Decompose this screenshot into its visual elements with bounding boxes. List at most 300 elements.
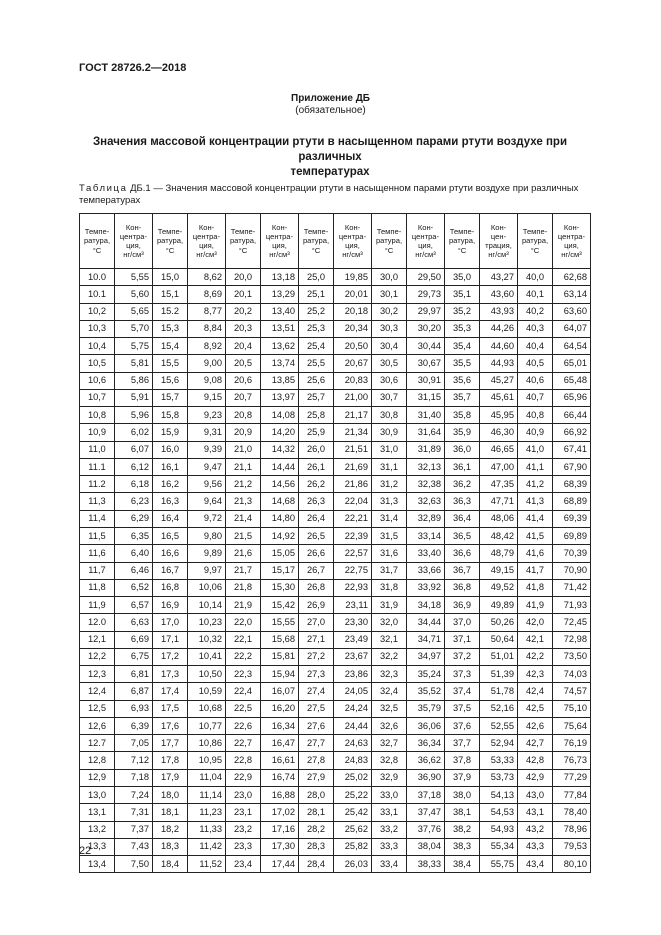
concentration-cell: 29,50: [407, 269, 445, 286]
concentration-cell: 44,26: [480, 320, 518, 337]
table-row: [80, 493, 591, 510]
temperature-cell: 36,7: [445, 562, 480, 579]
header-concentration: [407, 214, 445, 269]
concentration-cell: 55,75: [480, 856, 518, 873]
concentration-cell: 78,96: [553, 821, 591, 838]
header-temperature-line: °С: [457, 245, 467, 255]
appendix-title: Приложение ДБ: [291, 93, 370, 104]
concentration-cell: 34,97: [407, 648, 445, 665]
concentration-cell: 13,85: [261, 372, 299, 389]
concentration-cell: 6,46: [115, 562, 153, 579]
concentration-cell: 5,70: [115, 320, 153, 337]
temperature-cell: 22,3: [226, 666, 261, 683]
table-row: [80, 700, 591, 717]
temperature-cell: 36,3: [445, 493, 480, 510]
table-row: [80, 407, 591, 424]
temperature-cell: 16,1: [153, 458, 188, 475]
temperature-cell: 32,6: [372, 717, 407, 734]
concentration-cell: 9,23: [188, 407, 226, 424]
concentration-cell: 16,88: [261, 786, 299, 803]
temperature-cell: 25,7: [299, 389, 334, 406]
concentration-cell: 77,84: [553, 786, 591, 803]
temperature-cell: 17,4: [153, 683, 188, 700]
concentration-cell: 29,73: [407, 286, 445, 303]
table-row: [80, 838, 591, 855]
header-temperature: [372, 214, 407, 269]
document-title: [90, 135, 570, 180]
temperature-cell: 11,7: [80, 562, 115, 579]
temperature-cell: 16,2: [153, 476, 188, 493]
concentration-cell: 23,30: [334, 614, 372, 631]
temperature-cell: 27,6: [299, 717, 334, 734]
temperature-cell: 41,5: [518, 527, 553, 544]
temperature-cell: 35,6: [445, 372, 480, 389]
concentration-cell: 22,75: [334, 562, 372, 579]
temperature-cell: 32,1: [372, 631, 407, 648]
temperature-cell: 10,8: [80, 407, 115, 424]
temperature-cell: 12,4: [80, 683, 115, 700]
concentration-cell: 32,63: [407, 493, 445, 510]
concentration-cell: 68,89: [553, 493, 591, 510]
concentration-cell: 10,14: [188, 597, 226, 614]
concentration-cell: 70,39: [553, 545, 591, 562]
temperature-cell: 30,8: [372, 407, 407, 424]
concentration-cell: 37,18: [407, 786, 445, 803]
temperature-cell: 17,6: [153, 717, 188, 734]
concentration-cell: 31,89: [407, 441, 445, 458]
concentration-cell: 17,16: [261, 821, 299, 838]
concentration-cell: 9,72: [188, 510, 226, 527]
header-temperature: [226, 214, 261, 269]
temperature-cell: 31,0: [372, 441, 407, 458]
concentration-cell: 51,39: [480, 666, 518, 683]
concentration-cell: 36,62: [407, 752, 445, 769]
table-row: [80, 303, 591, 320]
temperature-cell: 27,1: [299, 631, 334, 648]
concentration-cell: 48,79: [480, 545, 518, 562]
concentration-cell: 63,14: [553, 286, 591, 303]
temperature-cell: 36,2: [445, 476, 480, 493]
temperature-cell: 21,9: [226, 597, 261, 614]
concentration-cell: 43,93: [480, 303, 518, 320]
concentration-cell: 67,41: [553, 441, 591, 458]
concentration-cell: 22,93: [334, 579, 372, 596]
temperature-cell: 12,1: [80, 631, 115, 648]
temperature-cell: 41,8: [518, 579, 553, 596]
table-row: [80, 856, 591, 873]
concentration-cell: 14,80: [261, 510, 299, 527]
header-concentration-line: Кон-: [490, 222, 507, 232]
concentration-cell: 16,20: [261, 700, 299, 717]
concentration-cell: 45,61: [480, 389, 518, 406]
temperature-cell: 37,3: [445, 666, 480, 683]
header-temperature: [153, 214, 188, 269]
concentration-cell: 71,93: [553, 597, 591, 614]
concentration-cell: 66,92: [553, 424, 591, 441]
concentration-cell: 19,85: [334, 269, 372, 286]
temperature-cell: 31,8: [372, 579, 407, 596]
header-concentration-line: ция,: [272, 241, 287, 250]
concentration-cell: 6,75: [115, 648, 153, 665]
temperature-cell: 13,2: [80, 821, 115, 838]
concentration-cell: 9,39: [188, 441, 226, 458]
concentration-cell: 11,14: [188, 786, 226, 803]
temperature-cell: 11,0: [80, 441, 115, 458]
header-concentration-line: нг/см³: [488, 250, 509, 260]
concentration-cell: 5,55: [115, 269, 153, 286]
concentration-cell: 65,48: [553, 372, 591, 389]
concentration-cell: 5,96: [115, 407, 153, 424]
table-row: [80, 666, 591, 683]
header-concentration-line: нг/см³: [561, 250, 582, 260]
temperature-cell: 30,7: [372, 389, 407, 406]
temperature-cell: 15,8: [153, 407, 188, 424]
temperature-cell: 32,5: [372, 700, 407, 717]
concentration-cell: 24,63: [334, 735, 372, 752]
concentration-cell: 9,97: [188, 562, 226, 579]
concentration-cell: 6,29: [115, 510, 153, 527]
temperature-cell: 20,2: [226, 303, 261, 320]
temperature-cell: 31,5: [372, 527, 407, 544]
temperature-cell: 26,9: [299, 597, 334, 614]
concentration-cell: 9,80: [188, 527, 226, 544]
temperature-cell: 41,0: [518, 441, 553, 458]
concentration-cell: 6,93: [115, 700, 153, 717]
concentration-cell: 11,04: [188, 769, 226, 786]
temperature-cell: 25,4: [299, 338, 334, 355]
temperature-cell: 40,2: [518, 303, 553, 320]
temperature-cell: 28,1: [299, 804, 334, 821]
concentration-cell: 45,95: [480, 407, 518, 424]
temperature-cell: 21,6: [226, 545, 261, 562]
temperature-cell: 43,1: [518, 804, 553, 821]
temperature-cell: 10,6: [80, 372, 115, 389]
concentration-cell: 16,61: [261, 752, 299, 769]
temperature-cell: 23,3: [226, 838, 261, 855]
temperature-cell: 30,0: [372, 269, 407, 286]
temperature-cell: 42,1: [518, 631, 553, 648]
concentration-cell: 6,40: [115, 545, 153, 562]
concentration-cell: 6,81: [115, 666, 153, 683]
table-row: [80, 735, 591, 752]
temperature-cell: 32,9: [372, 769, 407, 786]
header-temperature: [299, 214, 334, 269]
table-row: [80, 717, 591, 734]
temperature-cell: 26,4: [299, 510, 334, 527]
temperature-cell: 22,8: [226, 752, 261, 769]
concentration-cell: 6,63: [115, 614, 153, 631]
header-concentration: [480, 214, 518, 269]
temperature-cell: 25,2: [299, 303, 334, 320]
temperature-cell: 30,6: [372, 372, 407, 389]
concentration-cell: 33,66: [407, 562, 445, 579]
temperature-cell: 18,1: [153, 804, 188, 821]
header-temperature-line: Темпе-: [230, 227, 256, 237]
temperature-cell: 12,6: [80, 717, 115, 734]
temperature-cell: 40,8: [518, 407, 553, 424]
concentration-cell: 9,08: [188, 372, 226, 389]
temperature-cell: 22,6: [226, 717, 261, 734]
concentration-cell: 31,15: [407, 389, 445, 406]
temperature-cell: 11,9: [80, 597, 115, 614]
concentration-cell: 6,87: [115, 683, 153, 700]
temperature-cell: 20,9: [226, 424, 261, 441]
temperature-cell: 16,8: [153, 579, 188, 596]
temperature-cell: 26,3: [299, 493, 334, 510]
concentration-cell: 6,35: [115, 527, 153, 544]
temperature-cell: 12,3: [80, 666, 115, 683]
concentration-cell: 54,53: [480, 804, 518, 821]
concentration-cell: 6,39: [115, 717, 153, 734]
temperature-cell: 41,4: [518, 510, 553, 527]
temperature-cell: 10,7: [80, 389, 115, 406]
temperature-cell: 27,5: [299, 700, 334, 717]
temperature-cell: 35,0: [445, 269, 480, 286]
table-row: [80, 441, 591, 458]
concentration-cell: 11,33: [188, 821, 226, 838]
temperature-cell: 33,3: [372, 838, 407, 855]
concentration-cell: 5,86: [115, 372, 153, 389]
document-title-line-2: температурах: [290, 166, 370, 178]
header-temperature-line: ратура,: [521, 236, 549, 246]
temperature-cell: 30,3: [372, 320, 407, 337]
temperature-cell: 35,3: [445, 320, 480, 337]
concentration-cell: 48,42: [480, 527, 518, 544]
concentration-cell: 45,27: [480, 372, 518, 389]
temperature-cell: 15,7: [153, 389, 188, 406]
concentration-cell: 47,35: [480, 476, 518, 493]
header-concentration-line: Кон-: [417, 222, 434, 232]
concentration-cell: 50,64: [480, 631, 518, 648]
concentration-cell: 16,74: [261, 769, 299, 786]
temperature-cell: 32,0: [372, 614, 407, 631]
concentration-cell: 6,02: [115, 424, 153, 441]
temperature-cell: 40,4: [518, 338, 553, 355]
temperature-cell: 18,3: [153, 838, 188, 855]
temperature-cell: 31,6: [372, 545, 407, 562]
temperature-cell: 10,4: [80, 338, 115, 355]
table-row: [80, 424, 591, 441]
concentration-cell: 54,13: [480, 786, 518, 803]
concentration-cell: 10,41: [188, 648, 226, 665]
temperature-cell: 35,5: [445, 355, 480, 372]
temperature-cell: 25,1: [299, 286, 334, 303]
temperature-cell: 13,4: [80, 856, 115, 873]
concentration-cell: 67,90: [553, 458, 591, 475]
temperature-cell: 42,7: [518, 735, 553, 752]
temperature-cell: 10,9: [80, 424, 115, 441]
table-row: [80, 804, 591, 821]
temperature-cell: 16,9: [153, 597, 188, 614]
temperature-cell: 32,8: [372, 752, 407, 769]
temperature-cell: 33,1: [372, 804, 407, 821]
temperature-cell: 41,7: [518, 562, 553, 579]
concentration-cell: 62,68: [553, 269, 591, 286]
temperature-cell: 10,3: [80, 320, 115, 337]
concentration-cell: 13,62: [261, 338, 299, 355]
temperature-cell: 23,4: [226, 856, 261, 873]
concentration-cell: 66,44: [553, 407, 591, 424]
header-concentration: [334, 214, 372, 269]
concentration-cell: 36,06: [407, 717, 445, 734]
concentration-cell: 13,18: [261, 269, 299, 286]
concentration-cell: 64,07: [553, 320, 591, 337]
temperature-cell: 12,8: [80, 752, 115, 769]
concentration-cell: 21,86: [334, 476, 372, 493]
temperature-cell: 27,2: [299, 648, 334, 665]
concentration-cell: 80,10: [553, 856, 591, 873]
temperature-cell: 11.2: [80, 476, 115, 493]
temperature-cell: 10.0: [80, 269, 115, 286]
table-row: [80, 614, 591, 631]
temperature-cell: 35,1: [445, 286, 480, 303]
table-row: [80, 338, 591, 355]
concentration-cell: 24,44: [334, 717, 372, 734]
table-row: [80, 510, 591, 527]
temperature-cell: 26,5: [299, 527, 334, 544]
concentration-cell: 38,04: [407, 838, 445, 855]
temperature-cell: 27,8: [299, 752, 334, 769]
concentration-cell: 44,60: [480, 338, 518, 355]
concentration-cell: 7,12: [115, 752, 153, 769]
concentration-cell: 25,02: [334, 769, 372, 786]
table-row: [80, 372, 591, 389]
concentration-cell: 15,17: [261, 562, 299, 579]
concentration-cell: 6,52: [115, 579, 153, 596]
table-row: [80, 597, 591, 614]
concentration-cell: 7,37: [115, 821, 153, 838]
header-temperature-line: °С: [384, 245, 394, 255]
concentration-cell: 51,01: [480, 648, 518, 665]
temperature-cell: 42,2: [518, 648, 553, 665]
header-temperature-line: ратура,: [448, 236, 476, 246]
header-concentration-line: ция,: [199, 241, 214, 250]
concentration-cell: 10,59: [188, 683, 226, 700]
temperature-cell: 40,3: [518, 320, 553, 337]
concentration-cell: 7,18: [115, 769, 153, 786]
table-row: [80, 821, 591, 838]
temperature-cell: 27,9: [299, 769, 334, 786]
concentration-cell: 55,34: [480, 838, 518, 855]
concentration-cell: 24,24: [334, 700, 372, 717]
concentration-cell: 16,47: [261, 735, 299, 752]
temperature-cell: 35,8: [445, 407, 480, 424]
temperature-cell: 42,0: [518, 614, 553, 631]
table-header-row: [80, 214, 591, 269]
concentration-cell: 15,42: [261, 597, 299, 614]
concentration-cell: 10,50: [188, 666, 226, 683]
temperature-cell: 40,5: [518, 355, 553, 372]
concentration-cell: 22,04: [334, 493, 372, 510]
temperature-cell: 12,9: [80, 769, 115, 786]
temperature-cell: 31,3: [372, 493, 407, 510]
header-concentration-line: нг/см³: [269, 250, 290, 260]
temperature-cell: 33,4: [372, 856, 407, 873]
concentration-cell: 8,69: [188, 286, 226, 303]
temperature-cell: 35,9: [445, 424, 480, 441]
concentration-cell: 9,89: [188, 545, 226, 562]
temperature-cell: 15,9: [153, 424, 188, 441]
temperature-cell: 22,2: [226, 648, 261, 665]
table-row: [80, 786, 591, 803]
temperature-cell: 10,5: [80, 355, 115, 372]
concentration-cell: 8,84: [188, 320, 226, 337]
temperature-cell: 36,8: [445, 579, 480, 596]
temperature-cell: 37,2: [445, 648, 480, 665]
concentration-cell: 11,52: [188, 856, 226, 873]
concentration-cell: 33,92: [407, 579, 445, 596]
concentration-cell: 35,79: [407, 700, 445, 717]
concentration-cell: 35,52: [407, 683, 445, 700]
header-temperature-line: Темпе-: [84, 227, 110, 237]
temperature-cell: 16,6: [153, 545, 188, 562]
header-concentration-line: ция,: [345, 241, 360, 250]
concentration-cell: 46,65: [480, 441, 518, 458]
concentration-cell: 72,45: [553, 614, 591, 631]
concentration-cell: 73,50: [553, 648, 591, 665]
temperature-cell: 16,0: [153, 441, 188, 458]
concentration-cell: 15,81: [261, 648, 299, 665]
temperature-cell: 30,1: [372, 286, 407, 303]
concentration-cell: 7,31: [115, 804, 153, 821]
concentration-cell: 8,77: [188, 303, 226, 320]
header-concentration-line: Кон-: [125, 222, 142, 232]
header-temperature: [518, 214, 553, 269]
temperature-cell: 20,4: [226, 338, 261, 355]
temperature-cell: 20,3: [226, 320, 261, 337]
concentration-cell: 15,55: [261, 614, 299, 631]
temperature-cell: 26,8: [299, 579, 334, 596]
temperature-cell: 12,2: [80, 648, 115, 665]
temperature-cell: 22,1: [226, 631, 261, 648]
concentration-cell: 37,76: [407, 821, 445, 838]
header-temperature-line: ратура,: [83, 236, 111, 246]
temperature-cell: 27,3: [299, 666, 334, 683]
header-concentration-line: центра-: [265, 231, 294, 241]
temperature-cell: 21,2: [226, 476, 261, 493]
page-number: 22: [79, 845, 92, 857]
concentration-cell: 53,33: [480, 752, 518, 769]
temperature-cell: 16,4: [153, 510, 188, 527]
concentration-cell: 8,62: [188, 269, 226, 286]
concentration-cell: 32,13: [407, 458, 445, 475]
concentration-cell: 13,29: [261, 286, 299, 303]
temperature-cell: 21,8: [226, 579, 261, 596]
concentration-cell: 36,90: [407, 769, 445, 786]
temperature-cell: 18,4: [153, 856, 188, 873]
temperature-cell: 17,8: [153, 752, 188, 769]
concentration-cell: 14,20: [261, 424, 299, 441]
concentration-cell: 75,10: [553, 700, 591, 717]
header-temperature-line: °С: [92, 245, 102, 255]
temperature-cell: 37,7: [445, 735, 480, 752]
concentration-cell: 79,53: [553, 838, 591, 855]
temperature-cell: 43,3: [518, 838, 553, 855]
temperature-cell: 22,7: [226, 735, 261, 752]
temperature-cell: 21,5: [226, 527, 261, 544]
concentration-cell: 23,67: [334, 648, 372, 665]
concentration-cell: 17,02: [261, 804, 299, 821]
concentration-cell: 69,39: [553, 510, 591, 527]
header-temperature-line: Темпе-: [157, 227, 183, 237]
concentration-cell: 44,93: [480, 355, 518, 372]
concentration-cell: 9,47: [188, 458, 226, 475]
temperature-cell: 25,6: [299, 372, 334, 389]
concentration-cell: 33,40: [407, 545, 445, 562]
concentration-cell: 9,64: [188, 493, 226, 510]
concentration-cell: 9,31: [188, 424, 226, 441]
temperature-cell: 23,0: [226, 786, 261, 803]
